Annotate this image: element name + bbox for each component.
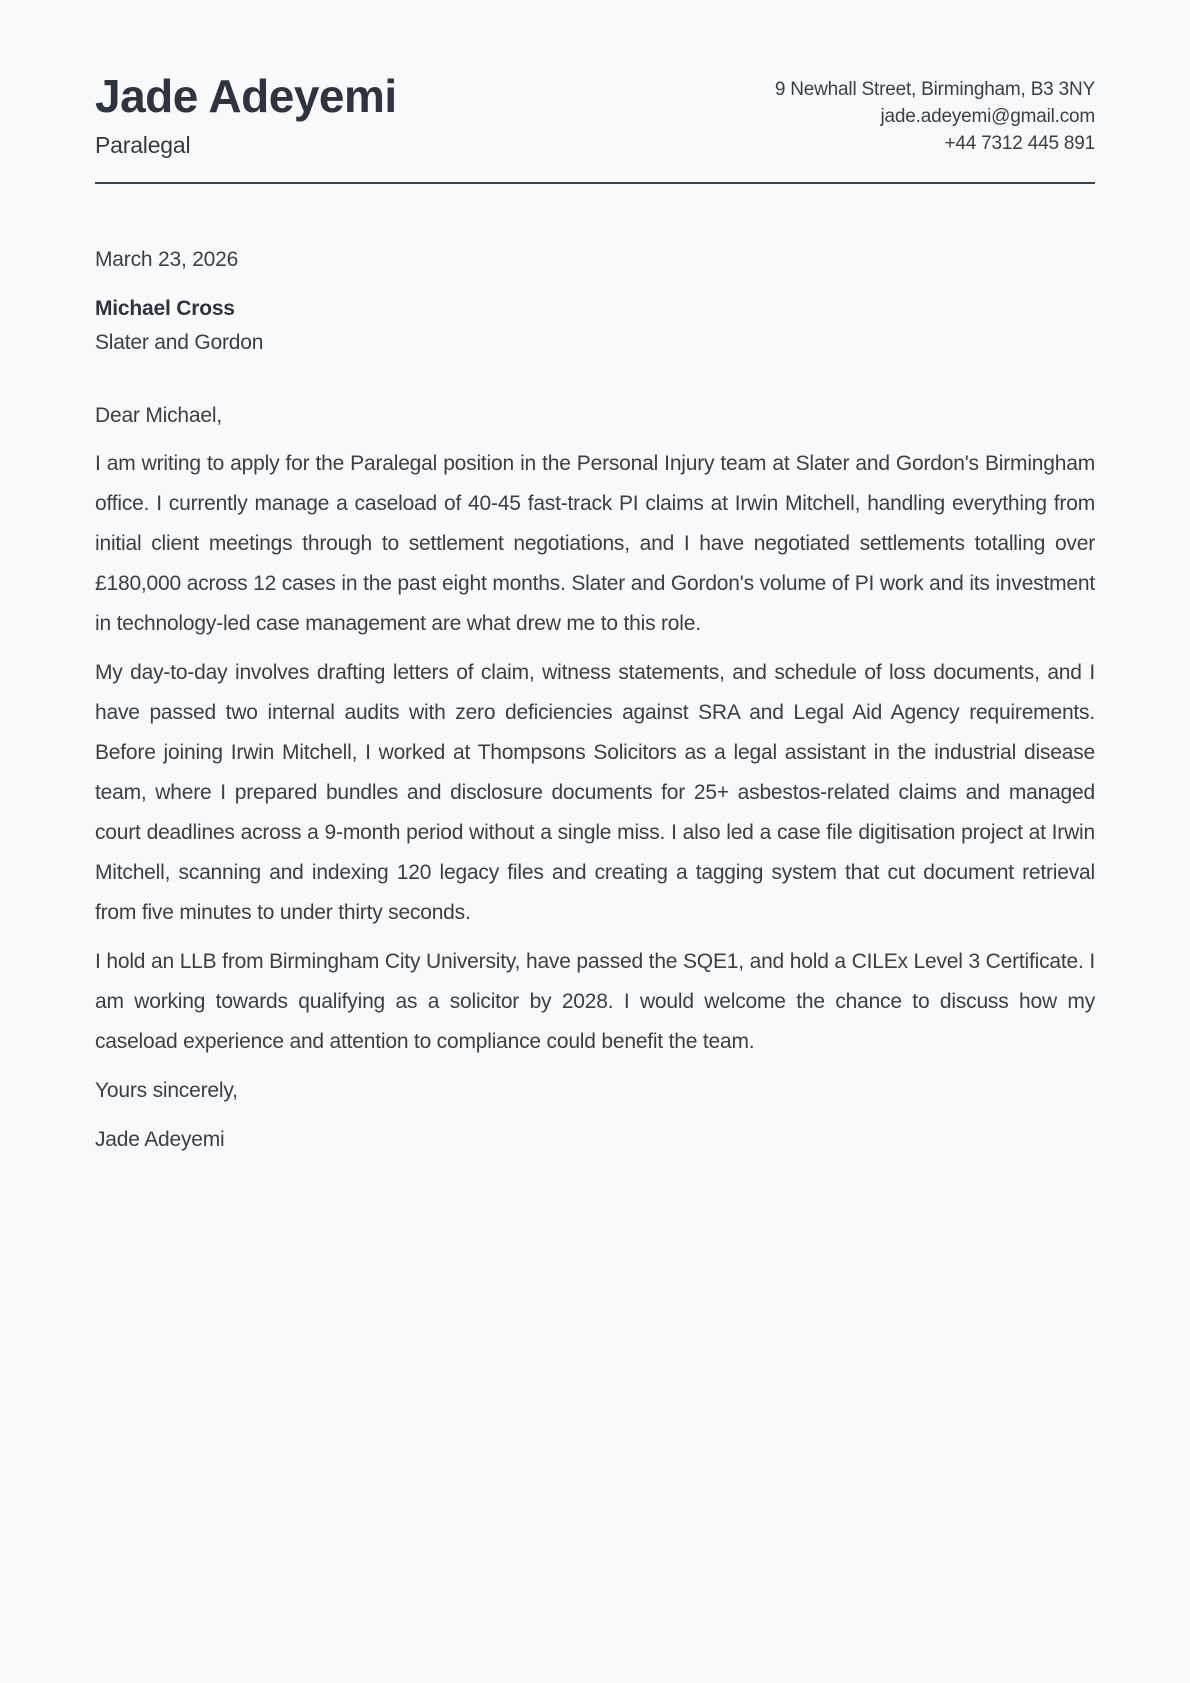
recipient-company: Slater and Gordon [95,331,264,354]
signature-name: Jade Adeyemi [95,1128,225,1151]
sender-identity [95,70,397,160]
body-paragraph: I hold an LLB from Birmingham City University, have passed the SQE1, and hold a CILEx Level 3 Certificate. I am working towards qualifying as a solicitor by 2028. I would welcome the chance to discuss how my caseload experience and attention to compliance could benefit the team. [95,950,1095,1053]
header-divider [95,182,1095,184]
recipient-name: Michael Cross [95,297,235,320]
closing-line: Yours sincerely, [95,1079,238,1102]
sender-job-title: Paralegal [95,132,191,158]
contact-block [775,70,1095,157]
recipient-block [95,292,1095,360]
letter-header [95,70,1095,160]
letter-body [95,240,1095,1160]
contact-phone: +44 7312 445 891 [944,133,1095,154]
body-paragraph: I am writing to apply for the Paralegal position in the Personal Injury team at Slater and Gordon's Birmingham office. I currently manage a caseload of 40-45 fast-track PI claims at Irwin Mitchell, handling everything from initial client meetings through to settlement negotiations, and I have negotiated settlements totalling over £180,000 across 12 cases in the past eight months. Slater and Gordon's volume of PI work and its investment in technology-led case management are what drew me to this role. [95,452,1095,635]
salutation: Dear Michael, [95,404,222,427]
contact-email: jade.adeyemi@gmail.com [880,106,1095,127]
letter-date: March 23, 2026 [95,248,239,271]
contact-address: 9 Newhall Street, Birmingham, B3 3NY [774,79,1095,100]
sender-name: Jade Adeyemi [95,70,397,122]
body-paragraph: My day-to-day involves drafting letters of claim, witness statements, and schedule of loss documents, and I have passed two internal audits with zero deficiencies against SRA and Legal Aid Agency requirements. Before joining Irwin Mitchell, I worked at Thompsons Solicitors as a legal assistant in the industrial disease team, where I prepared bundles and disclosure documents for 25+ asbestos-related claims and managed court deadlines across a 9-month period without a single miss. I also led a case file digitisation project at Irwin Mitchell, scanning and indexing 120 legacy files and creating a tagging system that cut document retrieval from five minutes to under thirty seconds. [95,661,1095,924]
